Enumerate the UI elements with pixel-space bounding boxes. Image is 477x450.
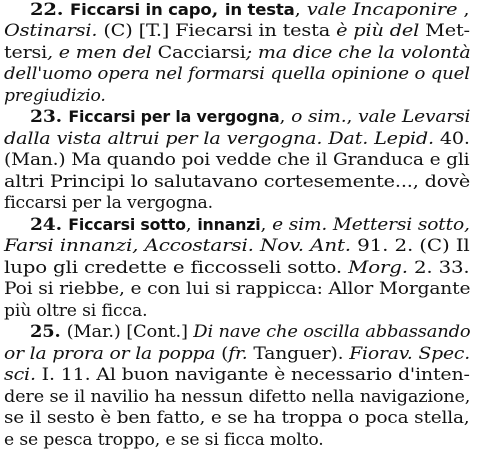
entry-line: [4, 150, 469, 170]
headword-phrase: Ficcarsi sotto: [68, 215, 186, 234]
body-text: ,: [346, 107, 359, 127]
entry-number: 23.: [30, 107, 69, 127]
body-text: ,: [260, 215, 273, 235]
headword-phrase: Ficcarsi per la vergogna: [68, 107, 280, 126]
body-text: altri Principi lo salutavano cortesemente..., dovè: [4, 172, 471, 192]
entry-line: [4, 301, 147, 321]
body-text: ficcarsi per la vergogna.: [4, 193, 213, 213]
entry-line: [4, 408, 469, 428]
italic-text: Morg.: [348, 258, 408, 278]
italic-text: Fiorav. Spec.: [349, 344, 470, 364]
entry-line: [4, 21, 470, 41]
entry-line: [4, 64, 470, 84]
italic-text: fr.: [228, 344, 248, 364]
italic-text: ; ma dice che la volontà: [245, 43, 471, 63]
italic-text: è più del: [336, 21, 420, 41]
body-text: Met-: [419, 21, 470, 41]
body-text: (: [215, 344, 229, 364]
entry-line: [4, 193, 213, 213]
entry-number: ,: [211, 0, 225, 20]
body-text: ,: [279, 107, 292, 127]
entry-number: 22.: [30, 0, 71, 20]
entry-line: [4, 344, 470, 364]
italic-text: or la prora or la poppa: [4, 344, 216, 364]
entry-line: [4, 387, 470, 407]
entry-line: [4, 279, 470, 299]
italic-text: , e men del: [47, 43, 158, 63]
body-text: e se pesca troppo, e se si ficca molto.: [4, 430, 324, 450]
headword-phrase: innanzi: [197, 215, 261, 234]
body-text: ,: [185, 215, 198, 235]
body-text: I. 11. Al buon navigante è necessario d'inten-: [35, 365, 470, 385]
entry-line: [4, 129, 470, 149]
italic-text: sci.: [4, 365, 36, 385]
body-text: ,: [294, 0, 307, 20]
body-text: ,: [457, 0, 470, 20]
entry-line: [4, 43, 471, 63]
italic-text: vale Incaponire: [306, 0, 458, 20]
italic-text: Farsi innanzi, Accostarsi. Nov. Ant.: [4, 236, 351, 256]
body-text: (Man.) Ma quando poi vedde che il Granduca e gli: [4, 150, 470, 170]
italic-text: Di nave che oscilla abbassando: [193, 322, 471, 342]
entry-line: [30, 107, 470, 127]
entry-line: [30, 215, 470, 235]
entry-line: [4, 258, 470, 278]
italic-text: pregiudizio.: [4, 86, 106, 106]
body-text: tersi: [4, 43, 48, 63]
italic-text: dalla vista altrui per la vergogna. Dat. Lepid.: [4, 129, 434, 149]
entry-line: [30, 0, 469, 20]
body-text: 2. 33.: [407, 258, 470, 278]
body-text: lupo gli credette e ficcosseli sotto.: [4, 258, 349, 278]
italic-text: e sim. Mettersi sotto,: [272, 215, 470, 235]
body-text: dere se il navilio ha nessun difetto nella navigazione,: [4, 387, 471, 407]
italic-text: Ostinarsi.: [4, 21, 98, 41]
italic-text: vale Levarsi: [358, 107, 471, 127]
entry-line: [4, 86, 106, 106]
body-text: 40.: [433, 129, 470, 149]
entry-line: [4, 430, 324, 450]
body-text: (C) [T.] Fiecarsi in testa: [97, 21, 337, 41]
headword-phrase: Ficcarsi in capo: [70, 0, 212, 19]
entry-number: 24.: [30, 215, 69, 235]
italic-text: o sim.: [291, 107, 347, 127]
italic-text: dell'uomo opera nel formarsi quella opinione o quel: [4, 64, 470, 84]
body-text: Cacciarsi: [157, 43, 246, 63]
entry-number: 25.: [30, 322, 67, 342]
body-text: più oltre si ficca.: [4, 301, 148, 321]
entry-line: [30, 322, 470, 342]
body-text: se il sesto è ben fatto, e se ha troppa o poca stella,: [4, 408, 470, 428]
body-text: Tanguer).: [247, 344, 350, 364]
body-text: 91. 2. (C) Il: [350, 236, 470, 256]
entry-line: [4, 172, 470, 192]
headword-phrase: in testa: [224, 0, 295, 19]
body-text: (Mar.) [Cont.]: [66, 322, 194, 342]
body-text: Poi si riebbe, e con lui si rappicca: Allor Morgante: [4, 279, 471, 299]
entry-line: [4, 365, 470, 385]
entry-line: [4, 236, 470, 256]
